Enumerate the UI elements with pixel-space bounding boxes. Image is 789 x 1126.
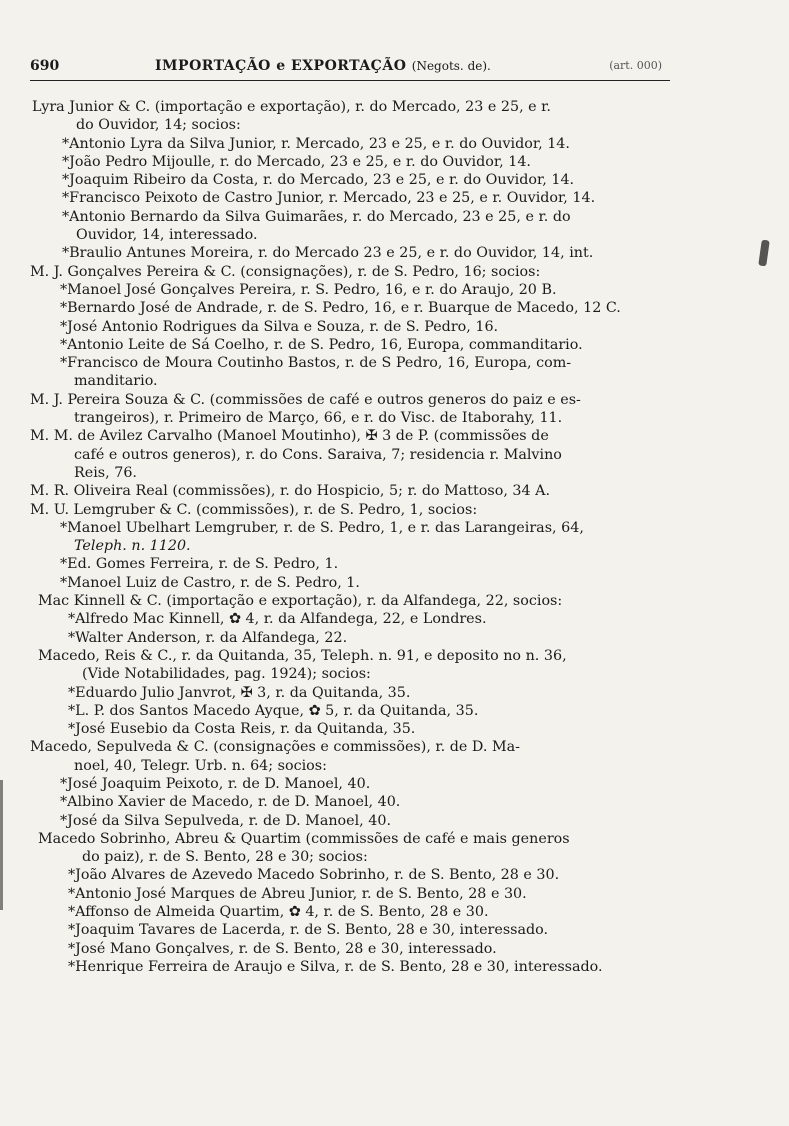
partner-entry	[30, 519, 680, 556]
partner-line: *Antonio Bernardo da Silva Guimarães, r. do Mercado, 23 e 25, e r. do	[62, 208, 571, 225]
firm-line: M. J. Gonçalves Pereira & C. (consignações), r. de S. Pedro, 16; socios:	[30, 263, 541, 280]
firm-entry	[30, 592, 680, 647]
firm-line: M. M. de Avilez Carvalho (Manoel Moutinho), ✠ 3 de P. (commissões de	[30, 428, 549, 445]
firm-line: trangeiros), r. Primeiro de Março, 66, e r. do Visc. de Itaborahy, 11.	[74, 410, 563, 427]
partner-entry	[30, 354, 680, 391]
partner-line: *Francisco de Moura Coutinho Bastos, r. de S Pedro, 16, Europa, com-	[60, 355, 572, 372]
firm-line: Lyra Junior & C. (importação e exportação), r. do Mercado, 23 e 25, e r.	[32, 99, 551, 115]
firm-line: noel, 40, Telegr. Urb. n. 64; socios:	[74, 757, 327, 774]
firm-entry	[30, 501, 680, 592]
firm-line: café e outros generos), r. do Cons. Saraiva, 7; residencia r. Malvino	[74, 446, 562, 463]
partner-line: Ouvidor, 14, interessado.	[76, 227, 258, 244]
firm-entry	[30, 427, 680, 482]
partner-line: *Joaquim Ribeiro da Costa, r. do Mercado, 23 e 25, e r. do Ouvidor, 14.	[62, 172, 575, 189]
firm-line: M. R. Oliveira Real (commissões), r. do Hospicio, 5; r. do Mattoso, 34 A.	[30, 483, 551, 500]
partner-line: *L. P. dos Santos Macedo Ayque, ✿ 5, r. da Quitanda, 35.	[68, 702, 479, 719]
firm-line: Macedo, Reis & C., r. da Quitanda, 35, Teleph. n. 91, e deposito no n. 36,	[38, 647, 567, 664]
partner-line: *José Joaquim Peixoto, r. de D. Manoel, 40.	[60, 775, 371, 792]
article-ref: (art. 000)	[609, 59, 662, 72]
firm-line: M. U. Lemgruber & C. (commissões), r. de S. Pedro, 1, socios:	[30, 501, 478, 518]
partner-line: *Joaquim Tavares de Lacerda, r. de S. Bento, 28 e 30, interessado.	[68, 922, 549, 939]
ink-blot	[758, 240, 770, 267]
firm-entry	[30, 391, 680, 428]
partner-line: *José Mano Gonçalves, r. de S. Bento, 28 e 30, interessado.	[68, 940, 497, 957]
title-text: IMPORTAÇÃO e EXPORTAÇÃO	[155, 58, 407, 74]
partner-line: *Affonso de Almeida Quartim, ✿ 4, r. de S. Bento, 28 e 30.	[68, 904, 489, 921]
page-edge-mark	[0, 780, 11, 910]
partner-line: *Alfredo Mac Kinnell, ✿ 4, r. da Alfandega, 22, e Londres.	[68, 611, 487, 628]
partner-entry	[32, 208, 680, 245]
firm-entry	[30, 647, 680, 738]
page-title	[155, 58, 491, 74]
page-header	[30, 56, 670, 81]
firm-line: Macedo, Sepulveda & C. (consignações e commissões), r. de D. Ma-	[30, 739, 520, 756]
title-subtitle: (Negots. de).	[411, 59, 491, 73]
firm-entry	[30, 263, 680, 391]
partner-line: *José Antonio Rodrigues da Silva e Souza, r. de S. Pedro, 16.	[60, 318, 499, 335]
partner-line: *Antonio Lyra da Silva Junior, r. Mercado, 23 e 25, e r. do Ouvidor, 14.	[62, 135, 570, 152]
firm-line: do paiz), r. de S. Bento, 28 e 30; socios:	[82, 849, 368, 866]
firm-line: Mac Kinnell & C. (importação e exportação), r. da Alfandega, 22, socios:	[38, 593, 563, 610]
partner-line: *José da Silva Sepulveda, r. de D. Manoel, 40.	[60, 812, 392, 829]
partner-line: *Manoel José Gonçalves Pereira, r. S. Pedro, 16, e r. do Araujo, 20 B.	[60, 281, 557, 298]
partner-line: *Antonio Leite de Sá Coelho, r. de S. Pedro, 16, Europa, commanditario.	[60, 336, 583, 353]
partner-line: Teleph. n. 1120.	[74, 538, 191, 555]
partner-line: *Antonio José Marques de Abreu Junior, r. de S. Bento, 28 e 30.	[68, 885, 527, 902]
partner-line: *Henrique Ferreira de Araujo e Silva, r. de S. Bento, 28 e 30, interessado.	[68, 958, 603, 975]
firm-entry	[30, 98, 680, 263]
partner-line: *Walter Anderson, r. da Alfandega, 22.	[68, 629, 348, 646]
partner-line: *Braulio Antunes Moreira, r. do Mercado 23 e 25, e r. do Ouvidor, 14, int.	[62, 245, 594, 262]
partner-line: *João Alvares de Azevedo Macedo Sobrinho, r. de S. Bento, 28 e 30.	[68, 867, 560, 884]
partner-line: *Francisco Peixoto de Castro Junior, r. Mercado, 23 e 25, e r. Ouvidor, 14.	[62, 190, 596, 207]
partner-line: *Ed. Gomes Ferreira, r. de S. Pedro, 1.	[60, 556, 339, 573]
partner-line: *Albino Xavier de Macedo, r. de D. Manoel, 40.	[60, 794, 401, 811]
partner-line: *Eduardo Julio Janvrot, ✠ 3, r. da Quitanda, 35.	[68, 684, 411, 701]
firm-entry	[30, 482, 680, 500]
firm-line: Reis, 76.	[74, 464, 137, 481]
partner-line: *Manoel Luiz de Castro, r. de S. Pedro, 1.	[60, 574, 360, 591]
firm-entry	[30, 830, 680, 976]
partner-line: *Manoel Ubelhart Lemgruber, r. de S. Pedro, 1, e r. das Larangeiras, 64,	[60, 519, 584, 536]
directory-listing	[30, 98, 680, 976]
partner-line: *Bernardo José de Andrade, r. de S. Pedro, 16, e r. Buarque de Macedo, 12 C.	[60, 300, 621, 317]
firm-line: do Ouvidor, 14; socios:	[76, 117, 241, 134]
firm-entry	[30, 738, 680, 829]
page-number: 690	[30, 58, 60, 74]
firm-line: (Vide Notabilidades, pag. 1924); socios:	[82, 666, 371, 683]
partner-line: *João Pedro Mijoulle, r. do Mercado, 23 e 25, e r. do Ouvidor, 14.	[62, 153, 531, 170]
firm-line: M. J. Pereira Souza & C. (commissões de café e outros generos do paiz e es-	[30, 391, 581, 408]
firm-line: Macedo Sobrinho, Abreu & Quartim (commissões de café e mais generos	[38, 830, 570, 847]
partner-line: *José Eusebio da Costa Reis, r. da Quitanda, 35.	[68, 721, 416, 738]
partner-line: manditario.	[74, 373, 158, 390]
